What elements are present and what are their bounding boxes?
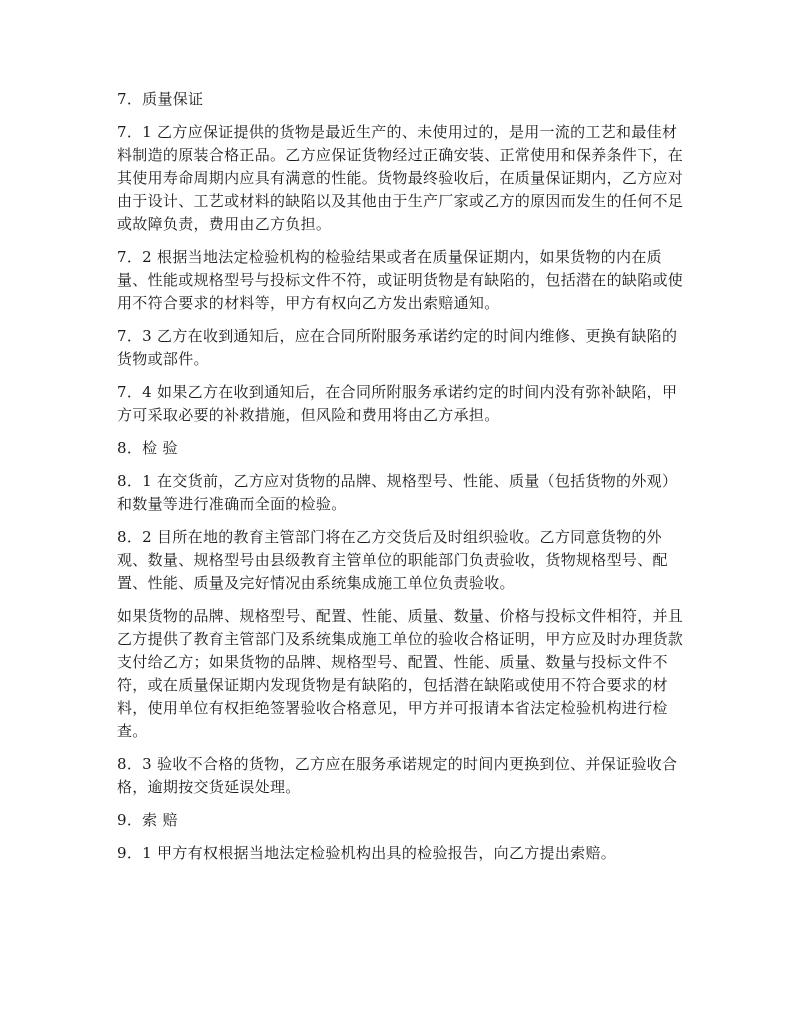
clause-7-4: 7．4 如果乙方在收到通知后，在合同所附服务承诺约定的时间内没有弥补缺陷，甲方可采取必要的补救措施，但风险和费用将由乙方承担。 [117, 383, 678, 424]
clause-7-3: 7．3 乙方在收到通知后，应在合同所附服务承诺约定的时间内维修、更换有缺陷的货物或部件。 [117, 327, 678, 368]
clause-9-1: 9．1 甲方有权根据当地法定检验机构出具的检验报告，向乙方提出索赔。 [117, 844, 617, 862]
clause-8-3: 8．3 验收不合格的货物，乙方应在服务承诺规定的时间内更换到位、并保证验收合格，逾期按交货延误处理。 [117, 755, 678, 796]
clause-8-2: 8．2 目所在地的教育主管部门将在乙方交货后及时组织验收。乙方同意货物的外观、数量、规格型号由县级教育主管单位的职能部门负责验收，货物规格型号、配置、性能、质量及完好情况由系统集成施工单位负责验收。 [117, 528, 668, 592]
section-heading-quality-guarantee: 7．质量保证 [117, 90, 204, 108]
section-heading-claims: 9．索 赔 [117, 811, 178, 829]
clause-7-2: 7．2 根据当地法定检验机构的检验结果或者在质量保证期内，如果货物的内在质量、性能或规格型号与投标文件不符，或证明货物是有缺陷的，包括潜在的缺陷或使用不符合要求的材料等，甲方有权向乙方发出索赔通知。 [117, 248, 684, 312]
section-heading-inspection: 8．检 验 [117, 439, 178, 457]
clause-8-1: 8．1 在交货前，乙方应对货物的品牌、规格型号、性能、质量（包括货物的外观）和数量等进行准确而全面的检验。 [117, 472, 678, 513]
clause-7-1: 7．1 乙方应保证提供的货物是最近生产的、未使用过的，是用一流的工艺和最佳材料制造的原装合格正品。乙方应保证货物经过正确安装、正常使用和保养条件下，在其使用寿命周期内应具有满意的性能。货物最终验收后，在质量保证期内，乙方应对由于设计、工艺或材料的缺陷以及其他由于生产厂家或乙方的原因而发生的任何不足或故障负责，费用由乙方负担。 [117, 123, 684, 233]
clause-8-2-continued: 如果货物的品牌、规格型号、配置、性能、质量、数量、价格与投标文件相符，并且乙方提供了教育主管部门及系统集成施工单位的验收合格证明，甲方应及时办理货款支付给乙方；如果货物的品牌、规格型号、配置、性能、质量、数量与投标文件不符，或在质量保证期内发现货物是有缺陷的，包括潜在缺陷或使用不符合要求的材料，使用单位有权拒绝签署验收合格意见，甲方并可报请本省法定检验机构进行检查。 [117, 607, 684, 740]
